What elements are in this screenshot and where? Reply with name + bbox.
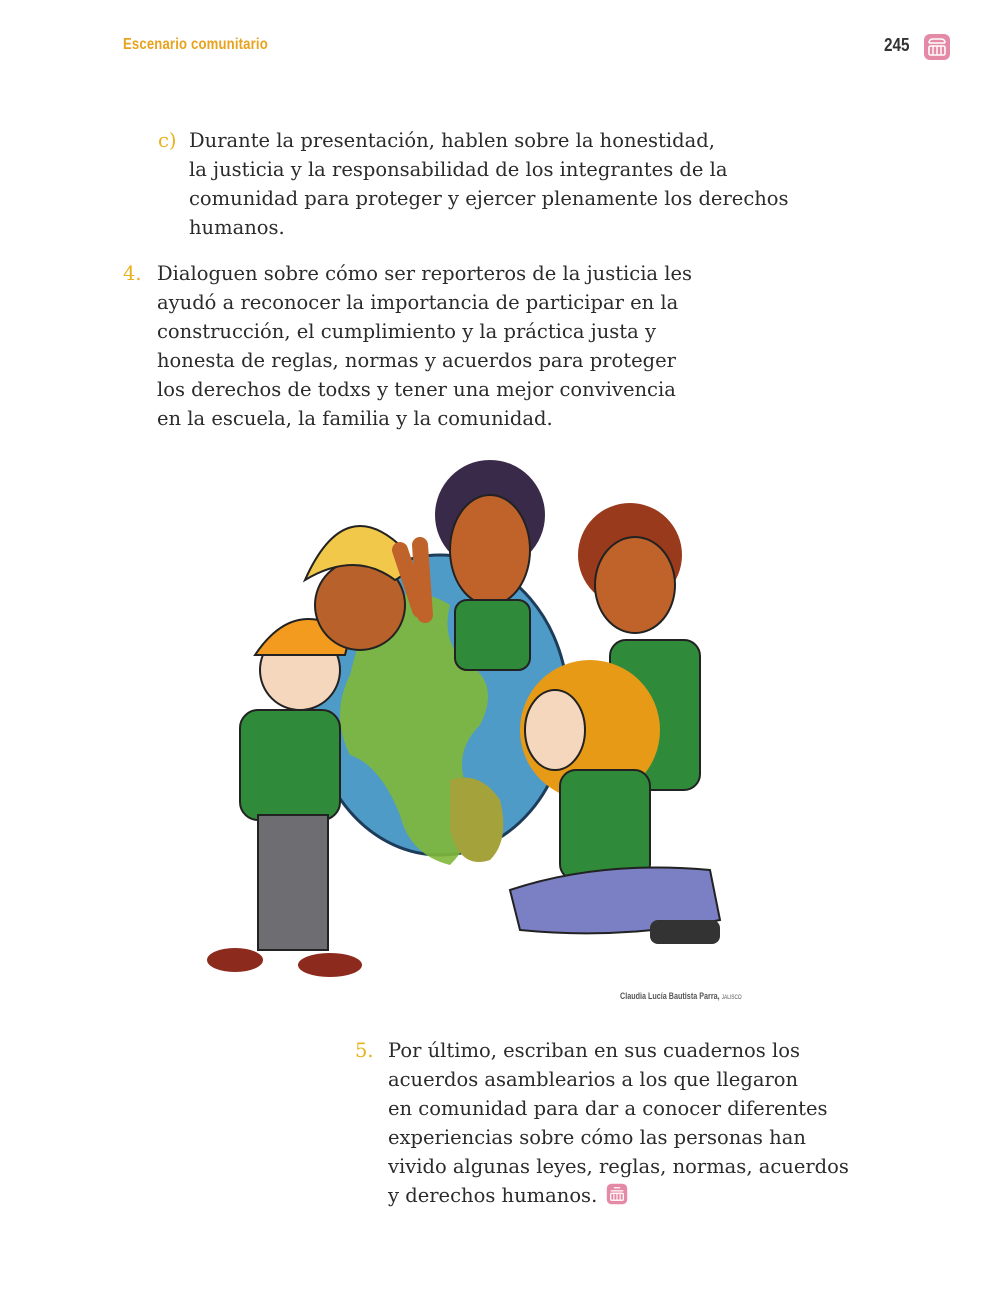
item-line: acuerdos asamblearios a los que llegaron: [388, 1068, 799, 1091]
item-line: comunidad para proteger y ejercer plenamente los derechos: [189, 187, 789, 210]
illustration-credit: [620, 991, 742, 1001]
item-line: humanos.: [189, 216, 285, 239]
item-line: honesta de reglas, normas y acuerdos para proteger: [157, 349, 676, 372]
illustration-children-hugging-globe: [180, 440, 780, 1000]
item-line: en comunidad para dar a conocer diferentes: [388, 1097, 828, 1120]
item-line: [388, 1181, 915, 1210]
activity-item-5: [355, 1036, 915, 1210]
item-line: Durante la presentación, hablen sobre la honestidad,: [189, 129, 715, 152]
credit-name: Claudia Lucía Bautista Parra,: [620, 991, 720, 1001]
community-scenario-icon: [606, 1183, 628, 1205]
community-scenario-icon: [923, 33, 951, 61]
item-line: la justicia y la responsabilidad de los integrantes de la: [189, 158, 728, 181]
item-line: ayudó a reconocer la importancia de participar en la: [157, 291, 679, 314]
activity-item-4: [123, 259, 783, 433]
page-number: 245: [884, 35, 910, 55]
item-line: Por último, escriban en sus cuadernos los: [388, 1039, 800, 1062]
item-line: vivido algunas leyes, reglas, normas, acuerdos: [388, 1155, 849, 1178]
section-title: Escenario comunitario: [123, 36, 268, 53]
item-line: Dialoguen sobre cómo ser reporteros de la justicia les: [157, 262, 693, 285]
item-marker: 5.: [355, 1039, 374, 1062]
credit-state: JALISCO: [721, 995, 742, 1001]
item-marker: c): [158, 129, 177, 152]
item-line: construcción, el cumplimiento y la práctica justa y: [157, 320, 656, 343]
item-line: en la escuela, la familia y la comunidad.: [157, 407, 553, 430]
item-line: experiencias sobre cómo las personas han: [388, 1126, 806, 1149]
item-line-text: y derechos humanos.: [388, 1184, 598, 1207]
item-marker: 4.: [123, 262, 142, 285]
item-line: los derechos de todxs y tener una mejor convivencia: [157, 378, 676, 401]
activity-item-c: [158, 126, 838, 242]
